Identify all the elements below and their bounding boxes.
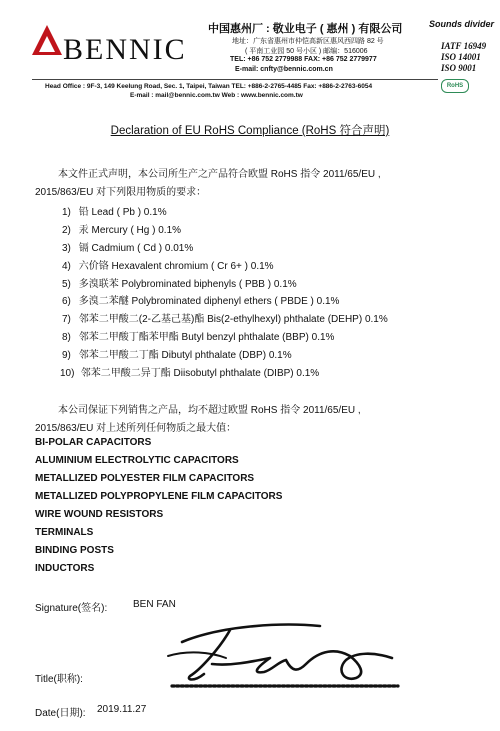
product-item: WIRE WOUND RESISTORS	[35, 509, 164, 520]
certification-iso9001: ISO 9001	[441, 63, 477, 73]
substance-item: 3) 镉 Cadmium ( Cd ) 0.01%	[62, 243, 194, 254]
product-item: INDUCTORS	[35, 563, 95, 574]
factory-email: E-mail: cnfty@bennic.com.cn	[235, 66, 333, 73]
product-item: METALLIZED POLYPROPYLENE FILM CAPACITORS	[35, 491, 283, 502]
product-item: METALLIZED POLYESTER FILM CAPACITORS	[35, 473, 255, 484]
product-item: TERMINALS	[35, 527, 94, 538]
signature-label: Signature(签名):	[35, 603, 108, 614]
product-item: ALUMINIUM ELECTROLYTIC CAPACITORS	[35, 455, 239, 466]
substance-item: 1) 铅 Lead ( Pb ) 0.1%	[62, 207, 167, 218]
slogan: Sounds divider	[429, 19, 495, 29]
brand-name: BENNIC	[63, 33, 187, 66]
guarantee-line-1: 本公司保证下列销售之产品，均不超过欧盟 RoHS 指令 2011/65/EU ,	[58, 405, 361, 416]
product-item: BINDING POSTS	[35, 545, 114, 556]
signature-name: BEN FAN	[133, 599, 176, 610]
header-divider	[32, 79, 438, 80]
head-office-contact: E-mail : mail@bennic.com.tw Web : www.bennic.com.tw	[130, 92, 303, 99]
factory-tel-fax: TEL: +86 752 2779988 FAX: +86 752 2779977	[230, 56, 377, 63]
substance-item: 5) 多溴联苯 Polybrominated biphenyls ( PBB ) 0.1%	[62, 279, 297, 290]
product-item: BI-POLAR CAPACITORS	[35, 437, 152, 448]
handwritten-signature	[160, 612, 410, 694]
certification-iso14001: ISO 14001	[441, 52, 481, 62]
document-title: Declaration of EU RoHS Compliance (RoHS 符合声明)	[110, 125, 390, 137]
head-office-address: Head Office : 9F-3, 149 Keelung Road, Sec. 1, Taipei, Taiwan TEL: +886-2-2765-4485 Fax: +886-2-2763-6054	[45, 83, 373, 90]
substance-item: 6) 多溴二苯醚 Polybrominated diphenyl ethers ( PBDE ) 0.1%	[62, 296, 340, 307]
address-line-1: 地址：广东省惠州市仲恺高新区惠风西四路 82 号	[232, 38, 384, 45]
guarantee-line-2: 2015/863/EU 对上述所列任何物质之最大值：	[35, 423, 237, 434]
title-label: Title(职称):	[35, 674, 83, 685]
certification-iatf: IATF 16949	[441, 41, 487, 51]
substance-item: 4) 六价铬 Hexavalent chromium ( Cr 6+ ) 0.1%	[62, 261, 274, 272]
substance-item: 9) 邻苯二甲酸二丁酯 Dibutyl phthalate (DBP) 0.1%	[62, 350, 292, 361]
intro-line-2: 2015/863/EU 对下列限用物质的要求：	[35, 187, 207, 198]
intro-line-1: 本文件正式声明，本公司所生产之产品符合欧盟 RoHS 指令 2011/65/EU ,	[58, 169, 381, 180]
rohs-badge-icon: RoHS	[441, 79, 469, 93]
date-label: Date(日期):	[35, 708, 86, 719]
substance-item: 10) 邻苯二甲酸二异丁酯 Diisobutyl phthalate (DIBP) 0.1%	[60, 368, 320, 379]
date-value: 2019.11.27	[97, 704, 147, 715]
substance-item: 2) 汞 Mercury ( Hg ) 0.1%	[62, 225, 182, 236]
substance-item: 7) 邻苯二甲酸二(2-乙基己基)酯 Bis(2-ethylhexyl) phthalate (DEHP) 0.1%	[62, 314, 388, 325]
factory-name: 中国惠州厂 : 敬业电子 ( 惠州 ) 有限公司	[208, 23, 403, 35]
bennic-logo-icon	[31, 24, 63, 56]
address-line-2: ( 平南工业园 50 号小区 ) 邮编：516006	[245, 48, 368, 55]
substance-item: 8) 邻苯二甲酸丁酯苯甲酯 Butyl benzyl phthalate (BBP) 0.1%	[62, 332, 335, 343]
